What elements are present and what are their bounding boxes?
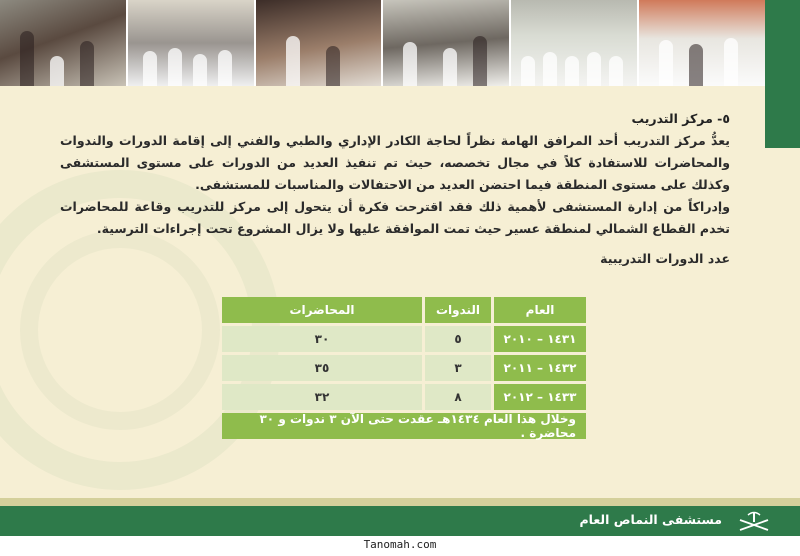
emblem-watermark-inner bbox=[20, 230, 220, 430]
photo-speaker-podium bbox=[256, 0, 384, 86]
saudi-emblem-icon bbox=[734, 510, 774, 532]
table-note: وخلال هذا العام ١٤٣٤هـ عقدت حتى الآن ٣ ندوات و ٣٠ محاضرة . bbox=[222, 413, 586, 439]
row-lectures: ٣٥ bbox=[222, 355, 422, 381]
photo-lecture-podium bbox=[0, 0, 128, 86]
section-title: ٥- مركز التدريب bbox=[631, 111, 730, 126]
photo-strip bbox=[0, 0, 765, 86]
row-seminars: ٣ bbox=[425, 355, 491, 381]
header-year: العام bbox=[494, 297, 586, 323]
row-year: ١٤٣١ – ٢٠١٠ bbox=[494, 326, 586, 352]
header-lectures: المحاضرات bbox=[222, 297, 422, 323]
footer-stripe bbox=[0, 498, 800, 506]
row-lectures: ٣٠ bbox=[222, 326, 422, 352]
table-row bbox=[216, 384, 586, 410]
row-year: ١٤٣٣ – ٢٠١٢ bbox=[494, 384, 586, 410]
training-center-section bbox=[60, 108, 730, 240]
photo-audience bbox=[128, 0, 256, 86]
courses-table bbox=[216, 297, 586, 439]
table-title: عدد الدورات التدريبية bbox=[600, 251, 730, 266]
table-row bbox=[216, 355, 586, 381]
table-row bbox=[216, 326, 586, 352]
header-seminars: الندوات bbox=[425, 297, 491, 323]
row-year: ١٤٣٢ – ٢٠١١ bbox=[494, 355, 586, 381]
row-lectures: ٣٢ bbox=[222, 384, 422, 410]
section-paragraph-1: يعدُّ مركز التدريب أحد المرافق الهامة نظراً لحاجة الكادر الإداري والطبي والفني إلى إقامة الدورات والندوات والمحاضرات للاستفادة كلاً في مجال تخصصه، حيث تم تنفيذ العديد من الدورات على مستوى المستشفى وكذلك على مستوى المنطقة فيما احتضن العديد من الاحتفالات والمناسبات للمستشفى. bbox=[60, 133, 730, 192]
side-accent-bar bbox=[765, 0, 800, 148]
photo-guests bbox=[383, 0, 511, 86]
site-watermark: Tanomah.com bbox=[363, 538, 437, 551]
row-seminars: ٥ bbox=[425, 326, 491, 352]
photo-seminar-hall bbox=[511, 0, 639, 86]
section-paragraph-2: وإدراكاً من إدارة المستشفى لأهمية ذلك فقد اقترحت فكرة أن يتحول إلى مركز للتدريب وقاعة للمحاضرات تخدم القطاع الشمالي لمنطقة عسير حيث تمت الموافقة عليها ولا يزال المشروع تحت إجراءات الترسية. bbox=[60, 199, 730, 236]
row-seminars: ٨ bbox=[425, 384, 491, 410]
photo-training-session bbox=[639, 0, 765, 86]
table-header-row bbox=[216, 297, 586, 323]
hospital-name: مستشفى النماص العام bbox=[579, 512, 722, 527]
